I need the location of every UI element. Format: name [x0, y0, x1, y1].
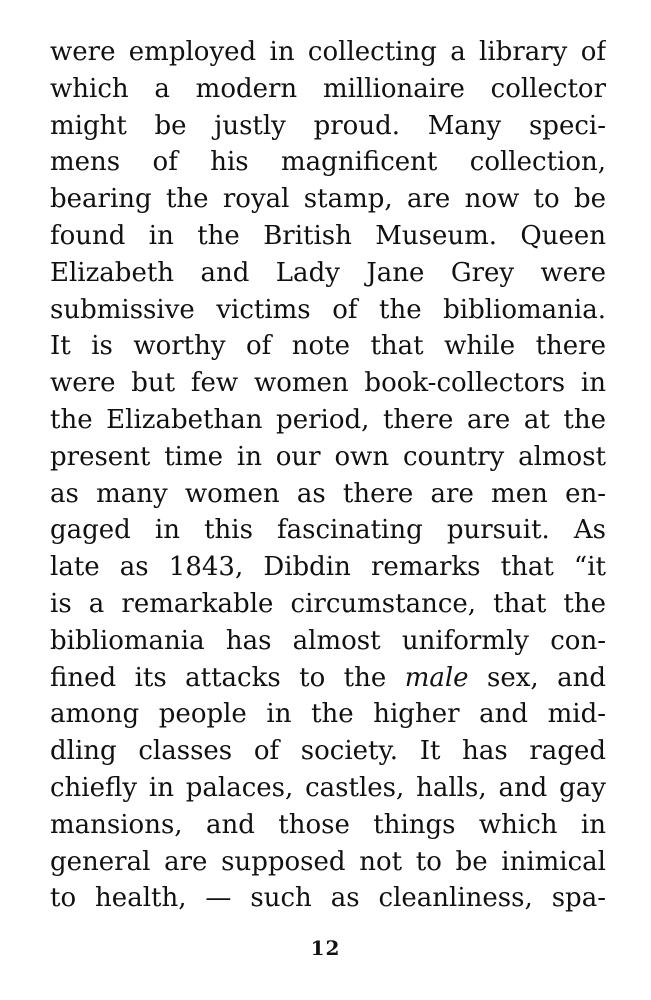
text-segment: might be justly proud. Many speci- [50, 110, 606, 141]
text-segment: as many women as there are men en- [50, 478, 606, 509]
text-line [50, 255, 606, 292]
text-line [50, 476, 606, 513]
text-segment: sex, and [468, 662, 606, 693]
text-segment: Elizabeth and Lady Jane Grey were [50, 257, 606, 288]
text-line [50, 144, 606, 181]
text-segment: which a modern millionaire collector [50, 73, 606, 104]
text-segment: It is worthy of note that while there [50, 331, 606, 362]
text-segment: gaged in this fascinating pursuit. As [50, 515, 606, 546]
text-segment: among people in the higher and mid- [50, 699, 606, 730]
text-segment: were employed in collecting a library of [50, 37, 606, 67]
text-line [50, 71, 606, 108]
page-number: 12 [310, 936, 341, 960]
text-line [50, 880, 606, 917]
text-segment: bearing the royal stamp, are now to be [50, 184, 606, 215]
text-line [50, 328, 606, 365]
text-line [50, 549, 606, 586]
text-segment: dling classes of society. It has raged [50, 736, 606, 767]
text-line [50, 34, 606, 71]
text-segment: bibliomania has almost uniformly con- [50, 625, 606, 656]
text-segment: mansions, and those things which in [50, 809, 606, 840]
text-segment: the Elizabethan period, there are at the [50, 404, 606, 435]
text-line [50, 365, 606, 402]
text-line [50, 623, 606, 660]
text-line [50, 586, 606, 623]
text-line [50, 218, 606, 255]
text-line [50, 512, 606, 549]
text-line [50, 439, 606, 476]
text-segment: mens of his magnificent collection, [50, 147, 606, 178]
text-line [50, 733, 606, 770]
page-body [50, 34, 606, 917]
text-line [50, 108, 606, 145]
text-line [50, 770, 606, 807]
text-segment: submissive victims of the bibliomania. [50, 294, 606, 325]
text-line [50, 696, 606, 733]
text-line [50, 181, 606, 218]
text-segment: to health, — such as cleanliness, spa- [50, 883, 606, 914]
text-segment: found in the British Museum. Queen [50, 220, 606, 251]
italic-text: male [404, 662, 469, 693]
text-segment: fined its attacks to the [50, 662, 405, 693]
text-segment: late as 1843, Dibdin remarks that “it [50, 552, 606, 583]
text-line [50, 844, 606, 881]
text-line [50, 292, 606, 329]
text-segment: present time in our own country almost [50, 441, 606, 472]
text-line [50, 402, 606, 439]
text-line [50, 660, 606, 697]
text-segment: were but few women book-collectors in [50, 368, 606, 399]
text-line [50, 807, 606, 844]
text-segment: chiefly in palaces, castles, halls, and gay [50, 772, 606, 803]
text-segment: general are supposed not to be inimical [50, 846, 606, 877]
text-segment: is a remarkable circumstance, that the [50, 588, 606, 619]
